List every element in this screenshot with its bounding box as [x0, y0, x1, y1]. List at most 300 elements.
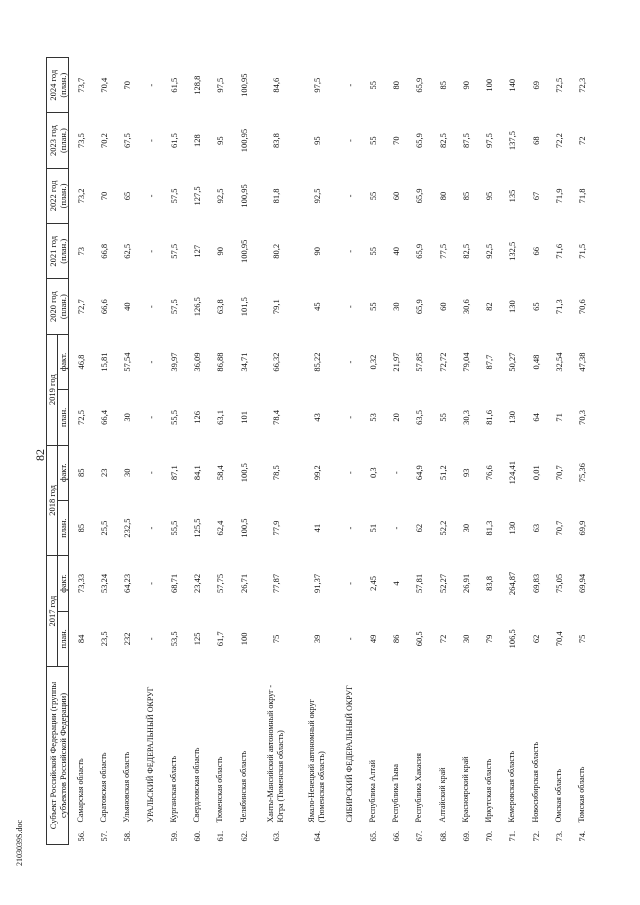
- value-cell: 70: [391, 136, 402, 145]
- value-cell: 70,2: [99, 133, 110, 149]
- value-cell: 30: [122, 468, 133, 477]
- value-cell: 97,5: [215, 77, 226, 93]
- value-cell: 15,81: [99, 352, 110, 372]
- value-cell: 60: [391, 191, 402, 201]
- value-cell: 90: [312, 247, 323, 256]
- value-cell: -: [145, 194, 156, 198]
- value-cell: 77,87: [271, 573, 282, 594]
- plan-2022-header: 2022 год (план.): [47, 168, 69, 223]
- value-cell: 67,5: [122, 133, 133, 149]
- row-number: 70.: [484, 830, 495, 842]
- value-cell: 73,7: [75, 77, 86, 93]
- value-cell: 100,5: [238, 463, 249, 483]
- row-number: 61.: [215, 830, 226, 842]
- value-cell: -: [344, 637, 355, 641]
- value-cell: 0,01: [530, 465, 541, 481]
- value-cell: 126: [192, 411, 203, 424]
- value-cell: 100,95: [238, 184, 249, 208]
- value-cell: 51: [367, 523, 378, 533]
- subject-name: Ямало-Ненецкий автономный округ (Тюменская область): [307, 699, 327, 823]
- value-cell: -: [145, 415, 156, 419]
- value-cell: 4: [391, 581, 402, 586]
- value-cell: 95: [312, 136, 323, 145]
- value-cell: 61,7: [215, 631, 226, 647]
- row-number: 66.: [391, 830, 402, 842]
- value-cell: 64: [530, 413, 541, 422]
- value-cell: 75: [577, 634, 588, 644]
- value-cell: 65,9: [414, 188, 425, 204]
- value-cell: 62: [414, 523, 425, 533]
- value-cell: 32,54: [553, 352, 564, 372]
- fact-subheader: факт.: [58, 334, 69, 389]
- value-cell: 86,88: [215, 352, 226, 372]
- value-cell: 71: [553, 413, 564, 422]
- value-cell: -: [344, 526, 355, 530]
- value-cell: 87,5: [460, 133, 471, 149]
- value-cell: 55,5: [168, 409, 179, 425]
- subject-name: Челябинская область: [238, 750, 248, 823]
- value-cell: 55: [367, 191, 378, 201]
- value-cell: 71,8: [577, 188, 588, 204]
- value-cell: 77,5: [437, 243, 448, 259]
- value-cell: -: [145, 526, 156, 530]
- subject-name: Красноярский край: [460, 756, 470, 823]
- value-cell: 30: [460, 634, 471, 644]
- value-cell: 100,95: [238, 128, 249, 153]
- value-cell: 66,32: [271, 352, 282, 372]
- value-cell: 57,5: [168, 299, 179, 315]
- value-cell: 72,7: [75, 299, 86, 315]
- subject-name: Кемеровская область: [507, 750, 517, 823]
- subject-name: Республика Алтай: [367, 760, 377, 823]
- value-cell: 34,71: [238, 352, 249, 372]
- value-cell: 95: [215, 136, 226, 145]
- row-number: 59.: [168, 830, 179, 842]
- indicator-table: [46, 57, 594, 845]
- subject-name: Новосибирская область: [530, 741, 540, 823]
- value-cell: 30: [391, 302, 402, 311]
- value-cell: 73,2: [75, 188, 86, 204]
- value-cell: 51,2: [437, 465, 448, 481]
- row-number: 64.: [312, 830, 323, 842]
- subject-header: Субъект Российской Федерации (группы субъектов Российской Федерации): [47, 666, 69, 844]
- row-number: 67.: [414, 830, 425, 842]
- value-cell: 64,23: [122, 573, 133, 594]
- value-cell: 62: [530, 634, 541, 644]
- value-cell: 72,3: [577, 77, 588, 93]
- value-cell: 80: [437, 191, 448, 201]
- value-cell: 90: [215, 247, 226, 256]
- value-cell: 127: [192, 244, 203, 258]
- value-cell: 60: [437, 302, 448, 311]
- subject-name: Республика Хакасия: [414, 753, 424, 823]
- table-row: [431, 58, 454, 845]
- value-cell: 73,5: [75, 133, 86, 149]
- value-cell: 70,4: [99, 77, 110, 93]
- value-cell: 75: [271, 634, 282, 644]
- value-cell: 72,2: [553, 133, 564, 149]
- value-cell: 140: [507, 78, 518, 92]
- region-name: СИБИРСКИЙ ФЕДЕРАЛЬНЫЙ ОКРУГ: [344, 685, 354, 823]
- value-cell: 73,33: [75, 573, 86, 594]
- rotated-table-container: [46, 57, 594, 845]
- value-cell: -: [344, 415, 355, 419]
- value-cell: -: [344, 305, 355, 309]
- value-cell: 21,97: [391, 352, 402, 372]
- row-number: 69.: [460, 830, 471, 842]
- value-cell: 137,5: [507, 131, 518, 151]
- value-cell: 87,1: [168, 465, 179, 481]
- value-cell: 72: [437, 634, 448, 644]
- value-cell: 100,95: [238, 239, 249, 263]
- value-cell: 126,5: [192, 297, 203, 317]
- subject-name: Иркутская область: [484, 758, 494, 823]
- value-cell: 81,3: [484, 520, 495, 536]
- year-2019-header: 2019 год: [47, 334, 58, 445]
- value-cell: 100: [484, 78, 495, 92]
- value-cell: -: [344, 582, 355, 585]
- value-cell: 23,5: [99, 631, 110, 647]
- value-cell: 232: [122, 632, 133, 646]
- value-cell: 69,83: [530, 573, 541, 594]
- value-cell: 30: [460, 523, 471, 533]
- value-cell: 23,42: [192, 573, 203, 594]
- year-2017-header: 2017 год: [47, 556, 58, 667]
- value-cell: 70,7: [553, 520, 564, 536]
- value-cell: 57,54: [122, 352, 133, 372]
- value-cell: 264,87: [507, 571, 518, 596]
- table-row: [116, 58, 139, 845]
- value-cell: 30,6: [460, 299, 471, 315]
- value-cell: 0,3: [367, 467, 378, 479]
- value-cell: 70,6: [577, 299, 588, 315]
- subject-name: Республика Тыва: [391, 764, 401, 823]
- value-cell: 72: [577, 136, 588, 145]
- value-cell: 85: [75, 523, 86, 533]
- value-cell: 83,8: [271, 133, 282, 149]
- value-cell: 64,9: [414, 465, 425, 481]
- value-cell: 70: [122, 80, 133, 90]
- table-row: [93, 58, 116, 845]
- table-row: [385, 58, 408, 845]
- value-cell: 61,5: [168, 133, 179, 149]
- table-row: [361, 58, 384, 845]
- row-number: [139, 825, 162, 845]
- plan-2023-header: 2023 год (план.): [47, 113, 69, 168]
- value-cell: 125,5: [192, 518, 203, 538]
- value-cell: 30: [122, 413, 133, 422]
- page-number: 82: [33, 449, 47, 461]
- value-cell: -: [344, 139, 355, 142]
- value-cell: -: [145, 83, 156, 87]
- value-cell: 77,9: [271, 520, 282, 536]
- value-cell: 65,9: [414, 299, 425, 315]
- plan-subheader: план.: [58, 500, 69, 555]
- value-cell: 0,48: [530, 354, 541, 370]
- table-row: [255, 58, 296, 845]
- value-cell: 55,5: [168, 520, 179, 536]
- value-cell: 87,7: [484, 354, 495, 370]
- value-cell: -: [391, 471, 402, 475]
- value-cell: 71,3: [553, 299, 564, 315]
- table-row: [232, 58, 255, 845]
- value-cell: -: [145, 360, 156, 364]
- value-cell: 85: [460, 191, 471, 201]
- value-cell: 50,27: [507, 352, 518, 372]
- value-cell: 2,45: [367, 576, 378, 591]
- value-cell: 63,5: [414, 409, 425, 425]
- value-cell: 99,2: [312, 465, 323, 481]
- value-cell: 49: [367, 634, 378, 644]
- value-cell: -: [145, 637, 156, 641]
- region-row: [338, 58, 361, 845]
- value-cell: -: [145, 249, 156, 253]
- value-cell: 78,4: [271, 409, 282, 425]
- subject-name: Омская область: [553, 769, 563, 823]
- row-number: 60.: [192, 830, 203, 842]
- row-number: 56.: [75, 830, 86, 842]
- value-cell: 71,9: [553, 188, 564, 204]
- value-cell: 39: [312, 634, 323, 644]
- value-cell: 70,3: [577, 409, 588, 425]
- value-cell: 70: [99, 191, 110, 201]
- value-cell: 70,7: [553, 465, 564, 481]
- subject-name: Ханты-Мансийский автономный округ - Югра (Тюменская область): [266, 684, 286, 823]
- value-cell: 80: [391, 80, 402, 90]
- value-cell: 85: [437, 80, 448, 90]
- value-cell: 79,1: [271, 299, 282, 315]
- row-number: 73.: [553, 830, 564, 842]
- plan-subheader: план.: [58, 390, 69, 445]
- value-cell: 66,4: [99, 409, 110, 425]
- value-cell: 127,5: [192, 186, 203, 206]
- value-cell: 90: [460, 80, 471, 90]
- value-cell: 65: [122, 191, 133, 201]
- value-cell: 55: [437, 413, 448, 422]
- value-cell: 57,85: [414, 352, 425, 372]
- value-cell: 69: [530, 80, 541, 90]
- value-cell: 60,5: [414, 631, 425, 647]
- value-cell: 79,04: [460, 352, 471, 372]
- table-row: [571, 58, 594, 845]
- row-number: [338, 825, 361, 845]
- value-cell: 26,91: [460, 573, 471, 594]
- value-cell: -: [344, 249, 355, 253]
- subject-name: Свердловская область: [192, 747, 202, 823]
- subject-name: Алтайский край: [437, 767, 447, 823]
- table-row: [547, 58, 570, 845]
- value-cell: 45: [312, 302, 323, 311]
- value-cell: 65,9: [414, 243, 425, 259]
- value-cell: 128: [192, 134, 203, 147]
- value-cell: -: [391, 526, 402, 530]
- value-cell: 79: [484, 634, 495, 644]
- value-cell: 72,5: [553, 77, 564, 93]
- value-cell: 72,5: [75, 409, 86, 425]
- value-cell: 73: [75, 247, 86, 256]
- plan-2021-header: 2021 год (план.): [47, 224, 69, 279]
- value-cell: 69,94: [577, 573, 588, 594]
- value-cell: 65,9: [414, 77, 425, 93]
- value-cell: -: [145, 582, 156, 585]
- plan-2020-header: 2020 год (план.): [47, 279, 69, 334]
- row-number: 58.: [122, 830, 133, 842]
- table-row: [501, 58, 524, 845]
- value-cell: 26,71: [238, 573, 249, 594]
- value-cell: 106,5: [507, 629, 518, 649]
- value-cell: 46,8: [75, 354, 86, 370]
- subject-name: Томская область: [577, 766, 587, 823]
- value-cell: -: [145, 305, 156, 309]
- value-cell: 71,5: [577, 243, 588, 259]
- table-row: [69, 58, 93, 845]
- value-cell: 100,95: [238, 73, 249, 97]
- value-cell: 97,5: [312, 77, 323, 93]
- value-cell: 52,2: [437, 520, 448, 536]
- row-number: 74.: [577, 830, 588, 842]
- value-cell: 82: [484, 302, 495, 311]
- value-cell: 20: [391, 413, 402, 422]
- value-cell: 128,8: [192, 75, 203, 95]
- value-cell: 40: [122, 302, 133, 311]
- value-cell: 43: [312, 413, 323, 422]
- value-cell: 100,5: [238, 518, 249, 538]
- subject-name: Тюменская область: [215, 756, 225, 823]
- row-number: 57.: [99, 830, 110, 842]
- table-row: [209, 58, 232, 845]
- value-cell: -: [145, 471, 156, 475]
- table-row: [478, 58, 501, 845]
- value-cell: 93: [460, 468, 471, 477]
- value-cell: 71,6: [553, 243, 564, 259]
- value-cell: 66: [530, 247, 541, 256]
- row-number: 72.: [530, 830, 541, 842]
- fact-subheader: факт.: [58, 556, 69, 611]
- value-cell: 130: [507, 411, 518, 424]
- table-row: [186, 58, 209, 845]
- value-cell: 65,9: [414, 133, 425, 149]
- fact-subheader: факт.: [58, 445, 69, 500]
- plan-subheader: план.: [58, 611, 69, 666]
- value-cell: 52,27: [437, 573, 448, 594]
- value-cell: 55: [367, 247, 378, 256]
- value-cell: 66,6: [99, 299, 110, 315]
- value-cell: 82,5: [437, 133, 448, 149]
- row-number: 62.: [238, 830, 249, 842]
- value-cell: 72,72: [437, 352, 448, 372]
- value-cell: 65: [530, 302, 541, 311]
- region-row: [139, 58, 162, 845]
- year-2018-header: 2018 год: [47, 445, 58, 556]
- value-cell: 75,05: [553, 573, 564, 594]
- value-cell: 23: [99, 468, 110, 477]
- value-cell: 57,81: [414, 573, 425, 594]
- table-row: [524, 58, 547, 845]
- table-row: [408, 58, 431, 845]
- value-cell: 91,37: [312, 573, 323, 594]
- value-cell: 62,4: [215, 520, 226, 536]
- table-row: [162, 58, 185, 845]
- value-cell: 84,1: [192, 465, 203, 481]
- region-name: УРАЛЬСКИЙ ФЕДЕРАЛЬНЫЙ ОКРУГ: [145, 686, 155, 823]
- table-body: [69, 58, 595, 845]
- value-cell: 130: [507, 521, 518, 535]
- value-cell: -: [344, 194, 355, 198]
- value-cell: 76,6: [484, 465, 495, 481]
- value-cell: 85: [75, 468, 86, 477]
- value-cell: 124,41: [507, 461, 518, 485]
- value-cell: 132,5: [507, 241, 518, 261]
- value-cell: 70,4: [553, 631, 564, 647]
- document-id: 2103039S.doc: [15, 820, 24, 866]
- value-cell: 53: [367, 413, 378, 422]
- row-number: 63.: [271, 830, 282, 842]
- row-number: 65.: [367, 830, 378, 842]
- plan-2024-header: 2024 год (план.): [47, 58, 69, 113]
- value-cell: 57,5: [168, 188, 179, 204]
- value-cell: 57,5: [168, 243, 179, 259]
- value-cell: 61,5: [168, 77, 179, 93]
- value-cell: 78,5: [271, 465, 282, 481]
- value-cell: 30,3: [460, 409, 471, 425]
- value-cell: 68,71: [168, 573, 179, 594]
- subject-name: Ульяновская область: [122, 751, 132, 823]
- value-cell: 55: [367, 136, 378, 145]
- value-cell: 100: [238, 632, 249, 646]
- value-cell: 125: [192, 632, 203, 646]
- value-cell: 36,09: [192, 352, 203, 372]
- value-cell: 62,5: [122, 243, 133, 259]
- value-cell: 86: [391, 634, 402, 644]
- value-cell: 84,6: [271, 77, 282, 93]
- value-cell: 84: [75, 634, 86, 644]
- value-cell: 63,8: [215, 299, 226, 315]
- value-cell: -: [344, 471, 355, 475]
- value-cell: 53,5: [168, 631, 179, 647]
- value-cell: 47,38: [577, 352, 588, 372]
- value-cell: 39,97: [168, 352, 179, 372]
- value-cell: -: [145, 139, 156, 142]
- value-cell: 95: [484, 191, 495, 201]
- value-cell: 75,36: [577, 463, 588, 483]
- subject-name: Курганская область: [168, 755, 178, 823]
- value-cell: 101,5: [238, 297, 249, 317]
- value-cell: 92,5: [215, 188, 226, 204]
- row-number: 68.: [437, 830, 448, 842]
- value-cell: 92,5: [312, 188, 323, 204]
- value-cell: 63,1: [215, 409, 226, 425]
- value-cell: 0,32: [367, 354, 378, 370]
- value-cell: 82,5: [460, 243, 471, 259]
- value-cell: 63: [530, 523, 541, 533]
- value-cell: 69,9: [577, 520, 588, 536]
- value-cell: 83,8: [484, 576, 495, 591]
- value-cell: 135: [507, 189, 518, 203]
- value-cell: 130: [507, 300, 518, 314]
- value-cell: 57,75: [215, 573, 226, 594]
- value-cell: 81,6: [484, 409, 495, 425]
- value-cell: 55: [367, 302, 378, 311]
- subject-name: Саратовская область: [99, 752, 109, 823]
- subject-name: Самарская область: [75, 758, 85, 823]
- value-cell: -: [344, 83, 355, 87]
- value-cell: 55: [367, 80, 378, 90]
- value-cell: -: [344, 360, 355, 364]
- value-cell: 67: [530, 191, 541, 201]
- value-cell: 53,24: [99, 573, 110, 594]
- value-cell: 58,4: [215, 465, 226, 481]
- value-cell: 68: [530, 136, 541, 145]
